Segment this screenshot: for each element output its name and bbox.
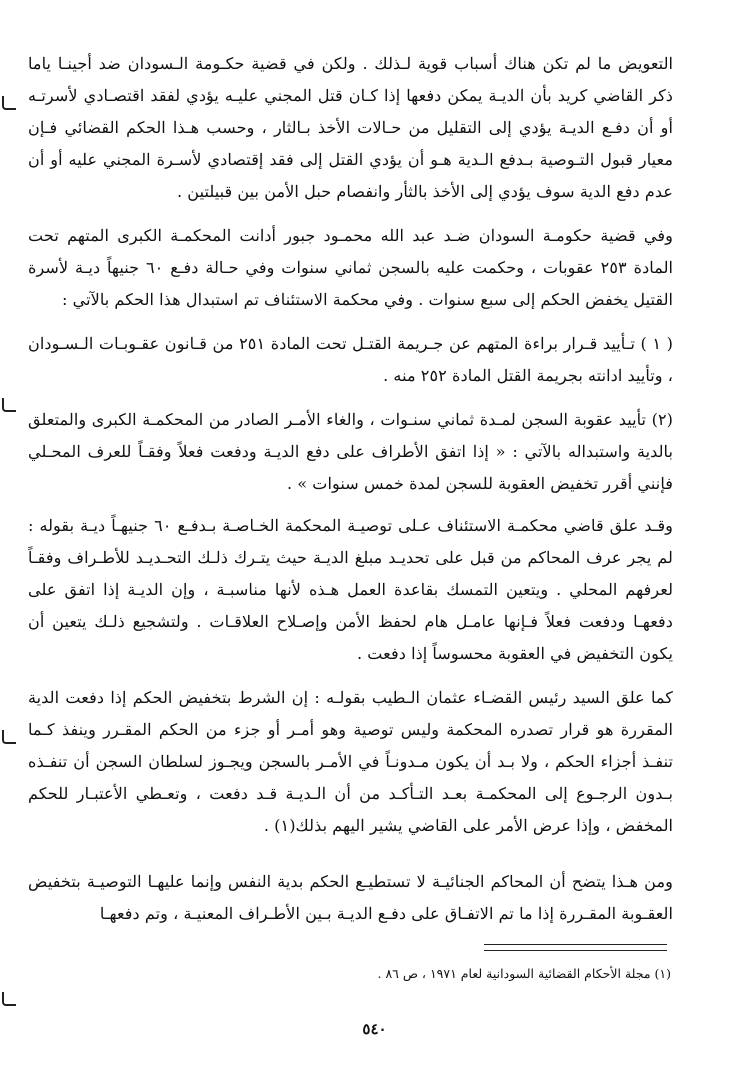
ruling-item-2: [28, 404, 673, 500]
margin-mark: [2, 730, 16, 744]
paragraph-1: [28, 48, 673, 208]
paragraph-5: [28, 866, 673, 930]
ruling-item-1: [28, 328, 673, 392]
paragraph-5-text: ومن هـذا يتضح أن المحاكم الجنائيـة لا تستطيـع الحكم بدية النفس وإنما عليهـا التوصيـة بتخفيض العقـوبة المقـررة إذا ما تم الاتفـاق على دفـع الديـة بـين الأطـراف المعنيـة ، وتم دفعهـا: [28, 872, 673, 923]
paragraph-4: [28, 682, 673, 842]
footnote-separator-double: [484, 950, 667, 951]
paragraph-2-text: وفي قضية حكومـة السودان ضـد عبد الله محمـود جبور أدانت المحكمـة الكبرى المتهم تحت المادة ٢٥٣ عقوبات ، وحكمت عليه بالسجن ثماني سنوات وفي حـالة دفـع ٦٠ جنيهاً ديـة لأسرة القتيل يخفض الحكم إلى سبع سنوات . وفي محكمة الاستئناف تم استبدال هذا الحكم بالآتي :: [28, 226, 673, 309]
paragraph-2: [28, 220, 673, 316]
ruling-item-2-text: (٢) تأييد عقوبة السجن لمـدة ثماني سنـوات ، والغاء الأمـر الصادر من المحكمـة الكبرى والمتعلق بالدية واستبداله بالآتي : « إذا اتفق الأطراف على دفع الديـة ودفعت فعلاً وفقـاً للعرف المحـلي فإنني أقرر تخفيض العقوبة للسجن لمدة خمس سنوات » .: [28, 410, 673, 493]
footnote: (١) مجلة الأحكام القضائية السودانية لعام ١٩٧١ ، ص ٨٦ .: [377, 966, 671, 981]
margin-mark: [2, 992, 16, 1006]
paragraph-3-text: وقـد علق قاضي محكمـة الاستئناف عـلى توصيـة المحكمة الخـاصـة بـدفـع ٦٠ جنيهـاً ديـة بقوله : لم يجر عرف المحاكم من قبل على تحديـد مبلغ الديـة حيث يتـرك ذلـك التحـديـد للأطـراف وفقـاً لعرفهم المحلي . ويتعين التمسك بقاعدة العمل هـذه لأنها مناسبـة ، وإن الديـة إذا اتفق على دفعهـا ودفعت فعلاً فـإنها عامـل هام لحفظ الأمن وإصـلاح العلاقـات . ولتشجيع ذلـك يتعين أن يكون التخفيض في العقوبة محسوساً إذا دفعت .: [28, 516, 673, 663]
footnote-separator: [484, 944, 667, 945]
paragraph-3: [28, 510, 673, 670]
paragraph-4-text: كما علق السيد رئيس القضـاء عثمان الـطيب بقولـه : إن الشرط بتخفيض الحكم إذا دفعت الدية المقررة هو قرار تصدره المحكمة وليس توصية وهو أمـر أو جزء من الحكم المقـرر وينفذ كـما تنفـذ أجزاء الحكم ، ولا بـد أن يكون مـدونـاً في الأمـر بالسجن ويجـوز لسلطان السجن أن تنفـذه بـدون الرجـوع إلى المحكمـة بعـد التـأكـد من أن الـديـة قـد دفعت ، وتعـطي الأعتبـار للحكم المخفض ، وإذا عرض الأمر على القاضي يشير اليهم بذلك(١) .: [28, 688, 673, 835]
margin-mark: [2, 96, 16, 110]
page-number: ٥٤٠: [362, 1020, 387, 1038]
margin-mark: [2, 398, 16, 412]
ruling-item-1-text: ( ١ ) تـأييد قـرار براءة المتهم عن جـريمة القتـل تحت المادة ٢٥١ من قـانون عقـوبـات الـسـودان ، وتأييد ادانته بجريمة القتل المادة ٢٥٢ منه .: [28, 334, 673, 385]
paragraph-1-text: التعويض ما لم تكن هناك أسباب قوية لـذلك . ولكن في قضية حكـومة الـسودان ضد أجينـا ياما ذكر القاضي كريد بأن الديـة يمكن دفعها إذا كـان قتل المجني عليـه يؤدي لفقد اقتصـادي لأسرتـه أو أن دفـع الديـة يؤدي إلى التقليل من حـالات الأخذ بـالثار ، وحسب هـذا الحكم القضائي فـإن معيار قبول التـوصية بـدفع الـدية هـو أن يؤدي القتل إلى فقد إقتصادي لأسـرة المجني عليه أو أن عدم دفع الدية سوف يؤدي إلى الأخذ بالثأر وانفصام حبل الأمن بين قبيلتين .: [28, 54, 673, 201]
